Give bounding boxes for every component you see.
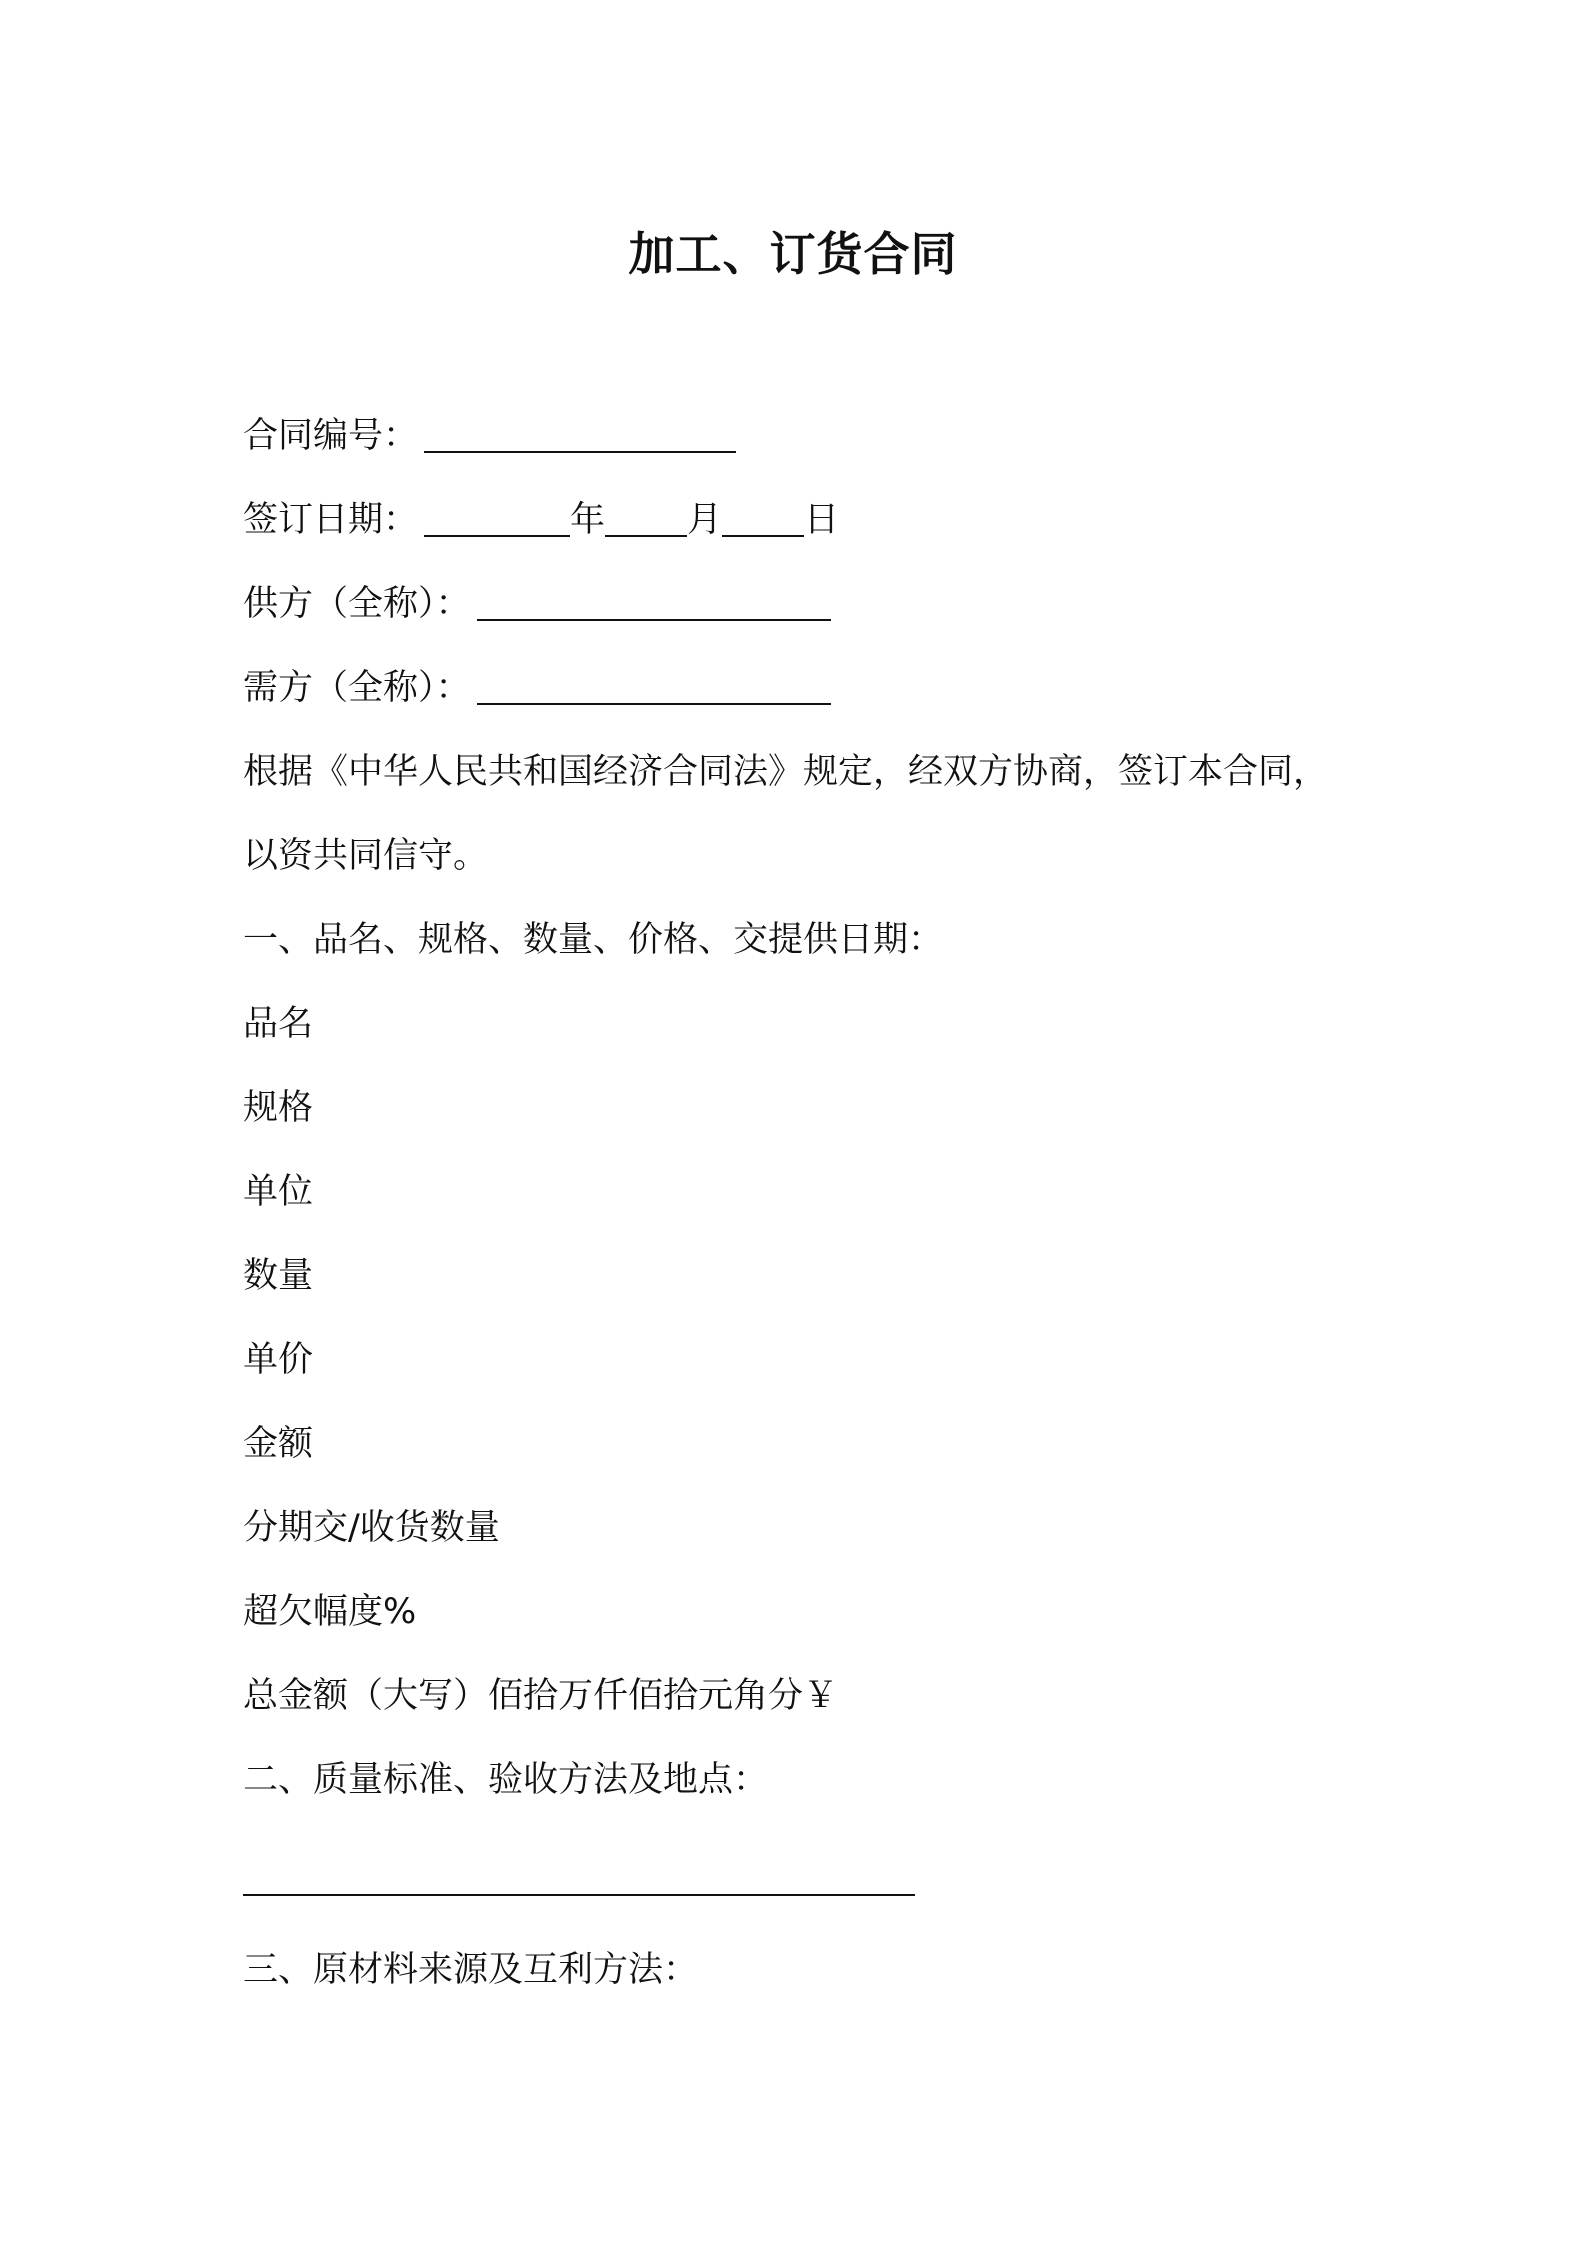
sign-date-label: 签订日期：	[243, 500, 419, 540]
sign-date-line	[243, 492, 1393, 576]
month-char: 月	[687, 500, 723, 540]
item-total-amount: 总金额（大写）佰拾万仟佰拾元角分￥	[243, 1676, 839, 1716]
contract-number-blank[interactable]	[424, 411, 736, 453]
supplier-line	[243, 576, 1393, 660]
quality-blank-line	[243, 1858, 1393, 1942]
section-3-heading: 三、原材料来源及互利方法：	[243, 1950, 699, 1990]
year-blank[interactable]	[424, 495, 570, 537]
document-title: 加工、订货合同	[628, 227, 958, 281]
section-2-heading: 二、质量标准、验收方法及地点：	[243, 1760, 769, 1800]
day-char: 日	[804, 500, 840, 540]
supplier-label: 供方（全称）：	[243, 584, 471, 624]
section-1-heading: 一、品名、规格、数量、价格、交提供日期：	[243, 920, 944, 960]
contract-number-label: 合同编号：	[243, 416, 419, 456]
intro-line-2: 以资共同信守。	[243, 836, 489, 876]
item-unit: 单位	[243, 1172, 314, 1212]
document-body	[243, 408, 1393, 2026]
item-name: 品名	[243, 1004, 314, 1044]
day-blank[interactable]	[722, 495, 804, 537]
item-unit-price: 单价	[243, 1340, 314, 1380]
intro-line-1: 根据《中华人民共和国经济合同法》规定，经双方协商，签订本合同，	[243, 752, 1329, 792]
month-blank[interactable]	[605, 495, 687, 537]
buyer-blank[interactable]	[477, 663, 831, 705]
supplier-blank[interactable]	[477, 579, 831, 621]
item-quantity: 数量	[243, 1256, 314, 1296]
item-installment-quantity: 分期交/收货数量	[243, 1508, 500, 1548]
item-spec: 规格	[243, 1088, 314, 1128]
buyer-line	[243, 660, 1393, 744]
contract-number-line	[243, 408, 1393, 492]
buyer-label: 需方（全称）：	[243, 668, 471, 708]
item-tolerance: 超欠幅度%	[243, 1592, 417, 1632]
year-char: 年	[570, 500, 606, 540]
quality-blank[interactable]	[243, 1858, 915, 1896]
item-amount: 金额	[243, 1424, 314, 1464]
